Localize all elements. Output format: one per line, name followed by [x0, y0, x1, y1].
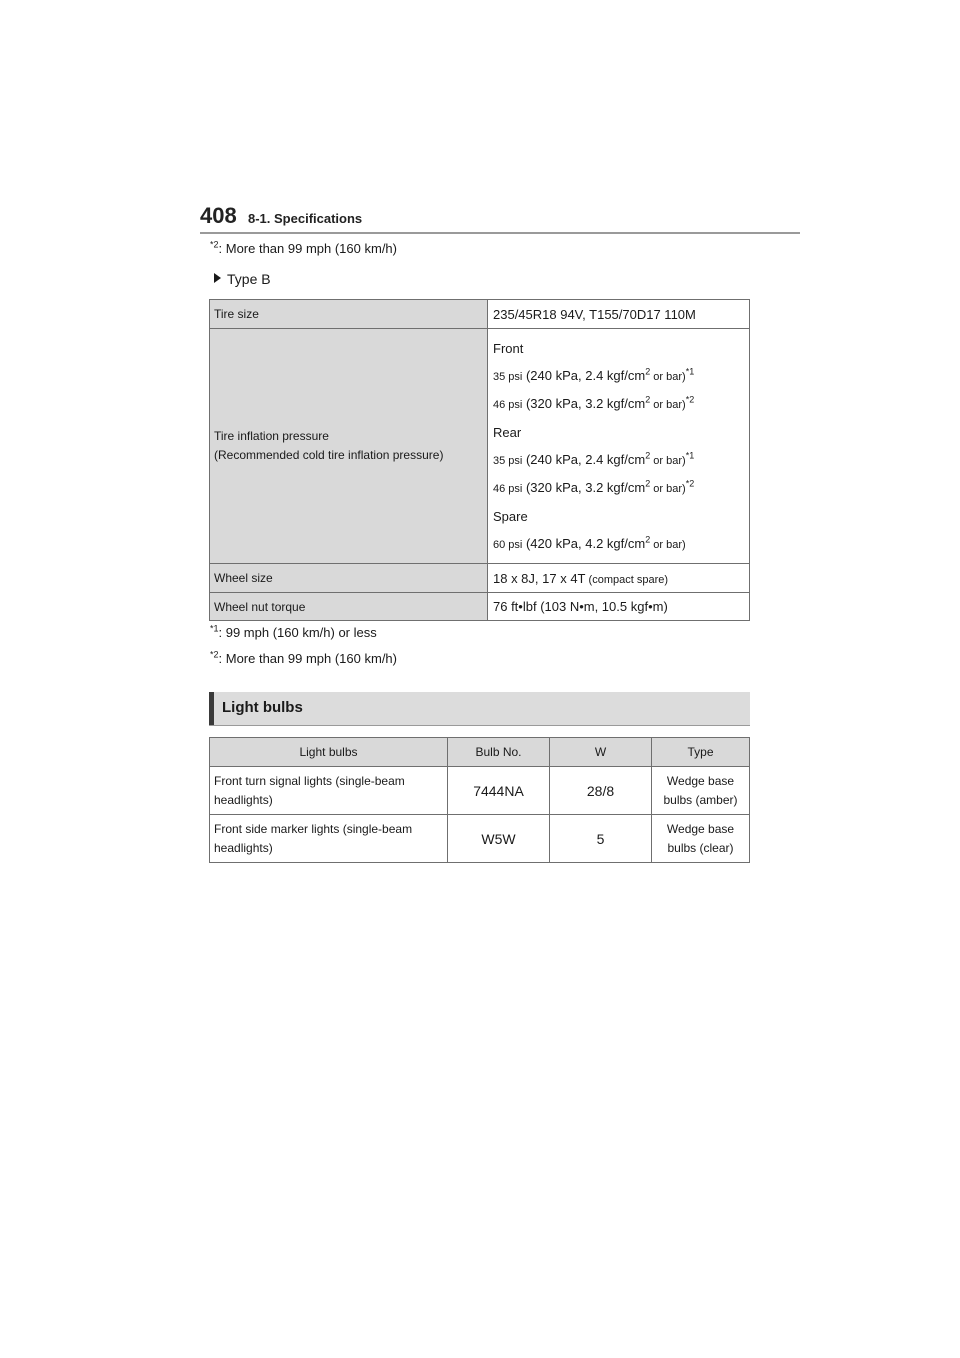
column-header: Type — [652, 738, 750, 767]
tire-size-label: Tire size — [210, 300, 488, 329]
bulb-type-cell: Wedge base bulbs (clear) — [652, 815, 750, 863]
wheel-nut-torque-value: 76 ft•lbf (103 N•m, 10.5 kgf•m) — [488, 593, 750, 621]
footnote-2 — [210, 651, 397, 666]
spare-pressure-group — [493, 508, 749, 554]
tire-size-value: 235/45R18 94V, T155/70D17 110M — [488, 300, 750, 329]
pressure-line: 46 psi (320 kPa, 3.2 kgf/$cm^2$ or bar)$^{*2}$ — [493, 478, 695, 495]
header-divider — [200, 232, 800, 234]
table-row — [210, 767, 750, 815]
column-header: Bulb No. — [448, 738, 550, 767]
page-header — [200, 203, 800, 235]
bulb-number-cell: 7444NA — [448, 767, 550, 815]
tire-pressure-values — [488, 329, 750, 564]
bulb-name-cell: Front turn signal lights (single-beam headlights) — [210, 767, 448, 815]
heading-title: Light bulbs — [222, 699, 303, 716]
page-number: 408 — [200, 203, 237, 228]
top-footnote — [210, 241, 397, 256]
type-label-text: Type B — [227, 271, 271, 287]
footnote-text: : More than 99 mph (160 km/h) — [218, 651, 397, 666]
rear-label: Rear — [493, 425, 522, 440]
tire-spec-table — [209, 299, 750, 621]
wheel-size-value: 18 x 8J, 17 x 4T (compact spare) — [488, 564, 750, 593]
footnote-marker: *2 — [210, 239, 219, 250]
footnote-1 — [210, 625, 377, 640]
table-row — [210, 593, 750, 621]
bulb-watt-cell: 5 — [550, 815, 652, 863]
tire-pressure-label — [210, 329, 488, 564]
table-row — [210, 564, 750, 593]
footnote-marker: *2 — [210, 649, 219, 660]
footnote-text: : 99 mph (160 km/h) or less — [218, 625, 377, 640]
table-header-row — [210, 738, 750, 767]
spare-label: Spare — [493, 509, 528, 524]
light-bulbs-heading — [209, 692, 750, 726]
pressure-label-line1: Tire inflation pressure — [214, 429, 329, 443]
front-pressure-group — [493, 340, 749, 414]
bulb-type-cell: Wedge base bulbs (amber) — [652, 767, 750, 815]
footnote-marker: *1 — [210, 623, 219, 634]
front-label: Front — [493, 341, 524, 356]
light-bulbs-table — [209, 737, 750, 863]
table-row — [210, 815, 750, 863]
heading-accent-bar — [209, 692, 214, 725]
pressure-label-line2: (Recommended cold tire inflation pressure) — [214, 448, 444, 462]
column-header: W — [550, 738, 652, 767]
column-header: Light bulbs — [210, 738, 448, 767]
pressure-line: 46 psi (320 kPa, 3.2 kgf/$cm^2$ or bar)$^{*2}$ — [493, 394, 695, 411]
wheel-size-label: Wheel size — [210, 564, 488, 593]
table-row — [210, 300, 750, 329]
bulb-watt-cell: 28/8 — [550, 767, 652, 815]
pressure-line: 60 psi (420 kPa, 4.2 kgf/$cm^2$ or bar) — [493, 534, 686, 551]
bulb-number-cell: W5W — [448, 815, 550, 863]
type-b-label — [214, 271, 271, 287]
footnote-text: : More than 99 mph (160 km/h) — [218, 241, 397, 256]
bulb-name-cell: Front side marker lights (single-beam headlights) — [210, 815, 448, 863]
rear-pressure-group — [493, 424, 749, 498]
pressure-line: 35 psi (240 kPa, 2.4 kgf/$cm^2$ or bar)$^{*1}$ — [493, 450, 695, 467]
triangle-bullet-icon — [214, 273, 221, 283]
pressure-line: 35 psi (240 kPa, 2.4 kgf/$cm^2$ or bar)$^{*1}$ — [493, 366, 695, 383]
section-title: 8-1. Specifications — [248, 211, 363, 226]
wheel-nut-torque-label: Wheel nut torque — [210, 593, 488, 621]
table-row — [210, 329, 750, 564]
